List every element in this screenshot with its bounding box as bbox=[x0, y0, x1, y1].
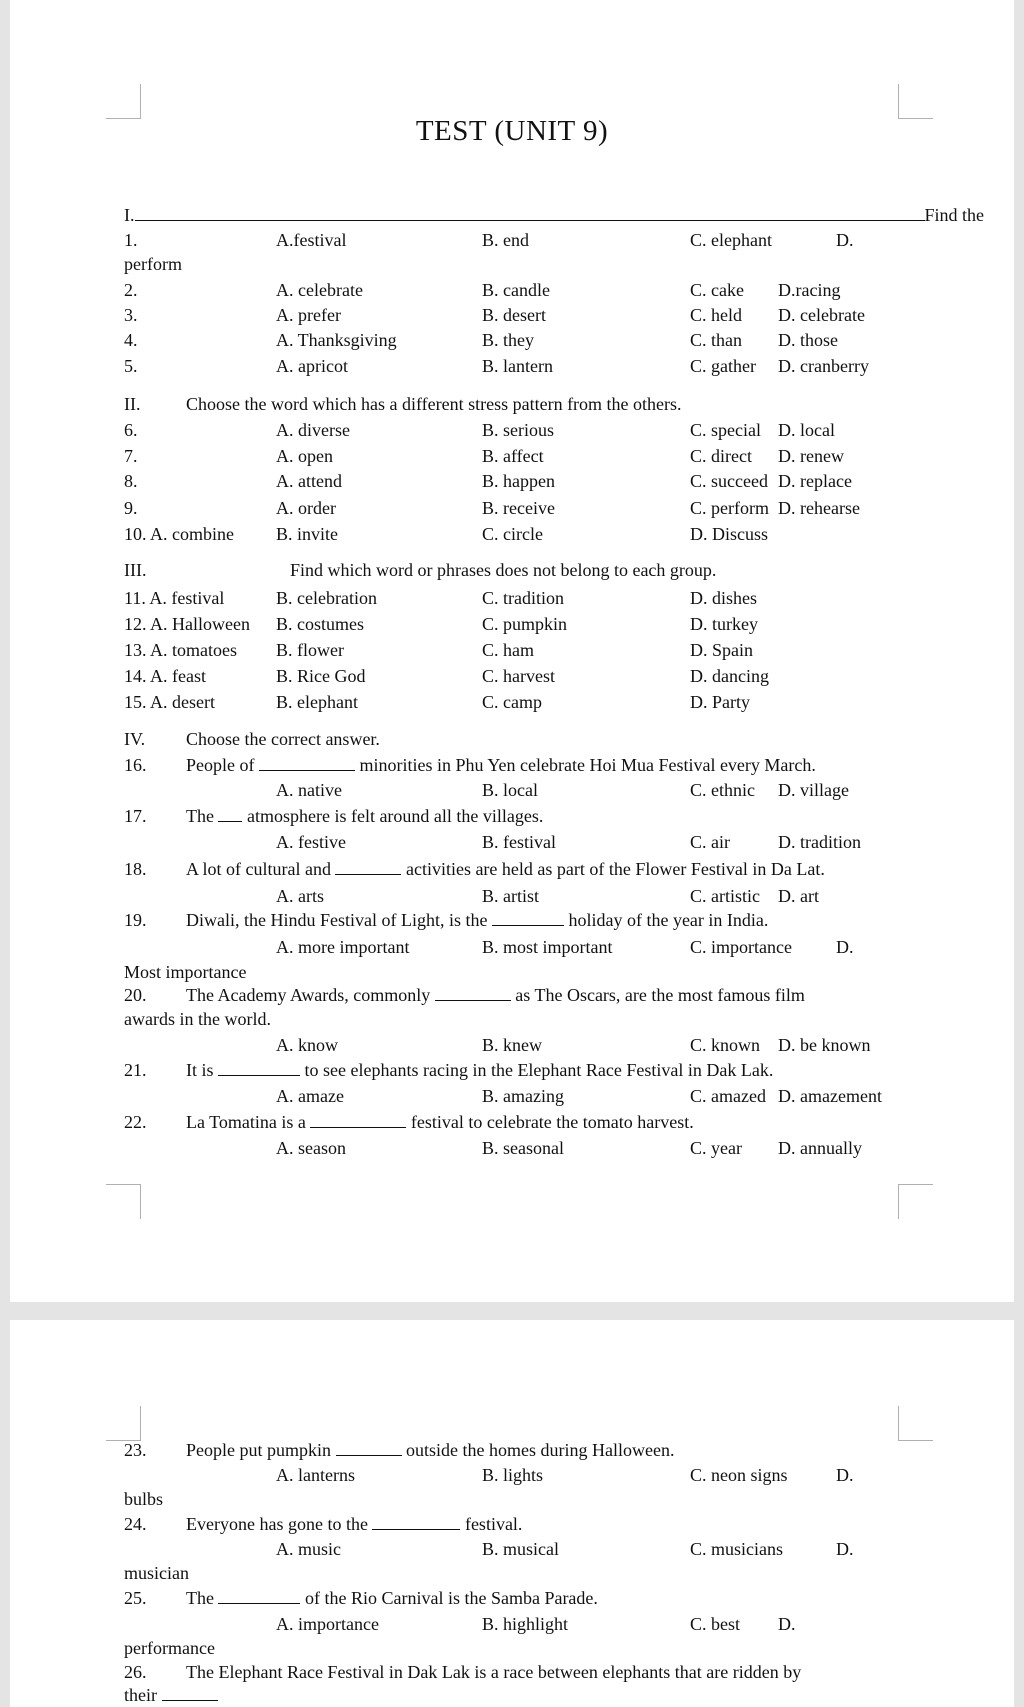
option-c[interactable]: C. known bbox=[690, 1035, 761, 1055]
answer-blank bbox=[435, 984, 511, 1001]
option-d[interactable]: D. those bbox=[778, 330, 838, 350]
option-a[interactable]: A. diverse bbox=[276, 420, 350, 440]
question-number: 21. bbox=[124, 1060, 147, 1080]
option-c[interactable]: C. camp bbox=[482, 692, 542, 712]
answer-blank bbox=[218, 805, 242, 822]
option-a[interactable]: A. order bbox=[276, 498, 336, 518]
option-a[interactable]: A. apricot bbox=[276, 356, 348, 376]
stem-before-blank: It is bbox=[186, 1060, 214, 1080]
option-c[interactable]: C. best bbox=[690, 1614, 741, 1634]
option-d[interactable]: D. bbox=[836, 1539, 854, 1559]
stem-after-blank: atmosphere is felt around all the villages. bbox=[246, 806, 544, 826]
question-number: 6. bbox=[124, 420, 138, 440]
option-b[interactable]: B. happen bbox=[482, 471, 555, 491]
option-c[interactable]: C. musicians bbox=[690, 1539, 783, 1559]
option-a[interactable]: A. amaze bbox=[276, 1086, 344, 1106]
question-number: 16. bbox=[124, 755, 147, 775]
stem-before-blank: The Academy Awards, commonly bbox=[186, 985, 431, 1005]
option-b[interactable]: B. musical bbox=[482, 1539, 559, 1559]
document-page-2 bbox=[10, 1320, 1014, 1707]
question-number: 1. bbox=[124, 230, 138, 250]
option-c[interactable]: C. held bbox=[690, 305, 742, 325]
stem-after-blank: as The Oscars, are the most famous film bbox=[515, 985, 805, 1005]
document-page-1 bbox=[10, 0, 1014, 1302]
question-stem bbox=[186, 804, 543, 828]
option-d[interactable]: D. Spain bbox=[690, 640, 753, 660]
option-d[interactable]: D. bbox=[778, 1614, 796, 1634]
option-d-wrap: bulbs bbox=[124, 1489, 164, 1509]
option-c[interactable]: C. importance bbox=[690, 937, 792, 957]
option-b[interactable]: B. end bbox=[482, 230, 529, 250]
option-b[interactable]: B. highlight bbox=[482, 1614, 569, 1634]
option-d[interactable]: D. amazement bbox=[778, 1086, 882, 1106]
question-number: 18. bbox=[124, 859, 147, 879]
option-a[interactable]: A. arts bbox=[276, 886, 324, 906]
option-c[interactable]: C. ham bbox=[482, 640, 534, 660]
option-c[interactable]: C. cake bbox=[690, 280, 744, 300]
option-d-wrap: musician bbox=[124, 1563, 189, 1583]
option-b[interactable]: B. receive bbox=[482, 498, 555, 518]
stem-after-blank: festival to celebrate the tomato harvest. bbox=[410, 1112, 694, 1132]
section-2-number: II. bbox=[124, 394, 141, 414]
option-d[interactable]: D. replace bbox=[778, 471, 852, 491]
option-c[interactable]: C. ethnic bbox=[690, 780, 755, 800]
option-c[interactable]: C. special bbox=[690, 420, 761, 440]
option-d[interactable]: D. be known bbox=[778, 1035, 871, 1055]
section-4-instruction: Choose the correct answer. bbox=[186, 729, 380, 749]
answer-blank bbox=[372, 1513, 460, 1530]
option-c[interactable]: C. artistic bbox=[690, 886, 760, 906]
option-c[interactable]: C. circle bbox=[482, 524, 543, 544]
question-stem bbox=[186, 857, 825, 881]
option-d[interactable]: D. annually bbox=[778, 1138, 862, 1158]
stem-before-blank: Everyone has gone to the bbox=[186, 1514, 368, 1534]
crop-mark bbox=[106, 84, 141, 119]
question-number: 5. bbox=[124, 356, 138, 376]
crop-mark bbox=[898, 1184, 933, 1219]
option-d[interactable]: D. rehearse bbox=[778, 498, 860, 518]
question-number: 3. bbox=[124, 305, 138, 325]
option-b[interactable]: B. they bbox=[482, 330, 534, 350]
answer-blank bbox=[218, 1587, 300, 1604]
option-d-wrap: perform bbox=[124, 254, 182, 274]
option-d-wrap: Most importance bbox=[124, 962, 247, 982]
option-d[interactable]: D. Party bbox=[690, 692, 750, 712]
question-number: 4. bbox=[124, 330, 138, 350]
option-c[interactable]: C. elephant bbox=[690, 230, 772, 250]
option-d-wrap: performance bbox=[124, 1638, 215, 1658]
question-number: 8. bbox=[124, 471, 138, 491]
option-c[interactable]: C. gather bbox=[690, 356, 756, 376]
option-c[interactable]: C. pumpkin bbox=[482, 614, 568, 634]
answer-blank bbox=[336, 1439, 402, 1456]
question-stem bbox=[186, 908, 768, 932]
option-a[interactable]: A. attend bbox=[276, 471, 342, 491]
crop-mark bbox=[898, 1406, 933, 1441]
question-number: 22. bbox=[124, 1112, 147, 1132]
stem-after-blank: minorities in Phu Yen celebrate Hoi Mua Festival every March. bbox=[359, 755, 816, 775]
stem-before-blank: The bbox=[186, 806, 214, 826]
question-number-option-a[interactable]: 14. A. feast bbox=[124, 666, 206, 686]
section-number: I. bbox=[124, 205, 135, 225]
option-a[interactable]: A. more important bbox=[276, 937, 410, 957]
option-b[interactable]: B. celebration bbox=[276, 588, 377, 608]
option-b[interactable]: B. festival bbox=[482, 832, 556, 852]
option-a[interactable]: A.festival bbox=[276, 230, 347, 250]
question-number-option-a[interactable]: 11. A. festival bbox=[124, 588, 225, 608]
section-instruction: Find the bbox=[924, 205, 985, 225]
option-c[interactable]: C. year bbox=[690, 1138, 742, 1158]
option-d[interactable]: D. celebrate bbox=[778, 305, 865, 325]
question-number: 19. bbox=[124, 910, 147, 930]
section-3-number: III. bbox=[124, 560, 147, 580]
option-b[interactable]: B. flower bbox=[276, 640, 344, 660]
option-b[interactable]: B. invite bbox=[276, 524, 338, 544]
question-number: 26. bbox=[124, 1662, 147, 1682]
stem-after-blank: of the Rio Carnival is the Samba Parade. bbox=[304, 1588, 598, 1608]
option-c[interactable]: C. than bbox=[690, 330, 742, 350]
crop-mark bbox=[106, 1406, 141, 1441]
option-c[interactable]: C. amazed bbox=[690, 1086, 766, 1106]
option-d[interactable]: D. local bbox=[778, 420, 835, 440]
question-stem bbox=[186, 983, 805, 1007]
answer-blank bbox=[135, 204, 925, 221]
answer-blank bbox=[492, 909, 564, 926]
option-d[interactable]: D. dancing bbox=[690, 666, 769, 686]
question-number: 20. bbox=[124, 985, 147, 1005]
option-b[interactable]: B. candle bbox=[482, 280, 550, 300]
section-4-number: IV. bbox=[124, 729, 146, 749]
section-3-instruction: Find which word or phrases does not belong to each group. bbox=[290, 560, 717, 580]
option-b[interactable]: B. affect bbox=[482, 446, 544, 466]
answer-blank bbox=[162, 1684, 218, 1701]
section-1-heading bbox=[124, 203, 984, 227]
option-d[interactable]: D. Discuss bbox=[690, 524, 769, 544]
question-number-option-a[interactable]: 10. A. combine bbox=[124, 524, 234, 544]
question-stem bbox=[186, 753, 816, 777]
crop-mark bbox=[106, 1184, 141, 1219]
crop-mark bbox=[898, 84, 933, 119]
stem-wrap bbox=[124, 1683, 218, 1707]
option-b[interactable]: B. lights bbox=[482, 1465, 544, 1485]
stem-before-blank: The bbox=[186, 1588, 214, 1608]
option-b[interactable]: B. desert bbox=[482, 305, 546, 325]
option-a[interactable]: A. celebrate bbox=[276, 280, 363, 300]
answer-blank bbox=[218, 1059, 300, 1076]
answer-blank bbox=[259, 754, 355, 771]
option-b[interactable]: B. seasonal bbox=[482, 1138, 564, 1158]
question-number: 17. bbox=[124, 806, 147, 826]
option-b[interactable]: B. lantern bbox=[482, 356, 553, 376]
section-2-instruction: Choose the word which has a different stress pattern from the others. bbox=[186, 394, 682, 414]
question-number-option-a[interactable]: 12. A. Halloween bbox=[124, 614, 250, 634]
option-d[interactable]: D. bbox=[836, 937, 854, 957]
option-b[interactable]: B. Rice God bbox=[276, 666, 366, 686]
stem-after-blank: outside the homes during Halloween. bbox=[406, 1440, 675, 1460]
page-title: TEST (UNIT 9) bbox=[415, 115, 609, 147]
option-a[interactable]: A. music bbox=[276, 1539, 341, 1559]
question-number-option-a[interactable]: 15. A. desert bbox=[124, 692, 215, 712]
question-stem bbox=[186, 1058, 773, 1082]
option-a[interactable]: A. open bbox=[276, 446, 333, 466]
option-d[interactable]: D. dishes bbox=[690, 588, 757, 608]
stem-after-blank: holiday of the year in India. bbox=[568, 910, 769, 930]
stem-wrap: awards in the world. bbox=[124, 1009, 271, 1029]
stem-before-blank: Diwali, the Hindu Festival of Light, is the bbox=[186, 910, 488, 930]
option-c[interactable]: C. neon signs bbox=[690, 1465, 788, 1485]
option-c[interactable]: C. succeed bbox=[690, 471, 768, 491]
option-b[interactable]: B. artist bbox=[482, 886, 539, 906]
question-stem: The Elephant Race Festival in Dak Lak is a race between elephants that are ridden by bbox=[186, 1662, 802, 1682]
option-d[interactable]: D. bbox=[836, 230, 854, 250]
option-a[interactable]: A. lanterns bbox=[276, 1465, 355, 1485]
stem-wrap-text: their bbox=[124, 1685, 157, 1705]
question-stem bbox=[186, 1110, 694, 1134]
option-a[interactable]: A. prefer bbox=[276, 305, 341, 325]
option-a[interactable]: A. know bbox=[276, 1035, 338, 1055]
option-d[interactable]: D. renew bbox=[778, 446, 844, 466]
answer-blank bbox=[310, 1111, 406, 1128]
option-d[interactable]: D. tradition bbox=[778, 832, 861, 852]
option-a[interactable]: A. season bbox=[276, 1138, 346, 1158]
option-c[interactable]: C. harvest bbox=[482, 666, 555, 686]
stem-before-blank: People of bbox=[186, 755, 255, 775]
option-d[interactable]: D.racing bbox=[778, 280, 841, 300]
question-number: 7. bbox=[124, 446, 138, 466]
option-b[interactable]: B. serious bbox=[482, 420, 554, 440]
question-number: 23. bbox=[124, 1440, 147, 1460]
answer-blank bbox=[335, 858, 401, 875]
stem-before-blank: People put pumpkin bbox=[186, 1440, 331, 1460]
question-number-option-a[interactable]: 13. A. tomatoes bbox=[124, 640, 237, 660]
option-c[interactable]: C. air bbox=[690, 832, 730, 852]
option-a[interactable]: A. Thanksgiving bbox=[276, 330, 397, 350]
option-d[interactable]: D. turkey bbox=[690, 614, 758, 634]
option-b[interactable]: B. most important bbox=[482, 937, 613, 957]
option-a[interactable]: A. festive bbox=[276, 832, 346, 852]
stem-before-blank: A lot of cultural and bbox=[186, 859, 331, 879]
stem-after-blank: festival. bbox=[464, 1514, 523, 1534]
option-d[interactable]: D. art bbox=[778, 886, 819, 906]
option-c[interactable]: C. direct bbox=[690, 446, 752, 466]
option-a[interactable]: A. native bbox=[276, 780, 342, 800]
stem-after-blank: to see elephants racing in the Elephant Race Festival in Dak Lak. bbox=[304, 1060, 774, 1080]
option-a[interactable]: A. importance bbox=[276, 1614, 379, 1634]
question-number: 25. bbox=[124, 1588, 147, 1608]
option-c[interactable]: C. tradition bbox=[482, 588, 564, 608]
question-stem bbox=[186, 1586, 598, 1610]
option-d[interactable]: D. village bbox=[778, 780, 849, 800]
option-b[interactable]: B. local bbox=[482, 780, 538, 800]
question-number: 2. bbox=[124, 280, 138, 300]
option-b[interactable]: B. elephant bbox=[276, 692, 358, 712]
option-b[interactable]: B. costumes bbox=[276, 614, 364, 634]
question-number: 9. bbox=[124, 498, 138, 518]
option-b[interactable]: B. amazing bbox=[482, 1086, 564, 1106]
option-d[interactable]: D. bbox=[836, 1465, 854, 1485]
option-b[interactable]: B. knew bbox=[482, 1035, 542, 1055]
question-stem bbox=[186, 1512, 522, 1536]
option-c[interactable]: C. perform bbox=[690, 498, 769, 518]
option-d[interactable]: D. cranberry bbox=[778, 356, 869, 376]
stem-before-blank: La Tomatina is a bbox=[186, 1112, 306, 1132]
stem-after-blank: activities are held as part of the Flower Festival in Da Lat. bbox=[405, 859, 825, 879]
question-stem bbox=[186, 1438, 674, 1462]
question-number: 24. bbox=[124, 1514, 147, 1534]
